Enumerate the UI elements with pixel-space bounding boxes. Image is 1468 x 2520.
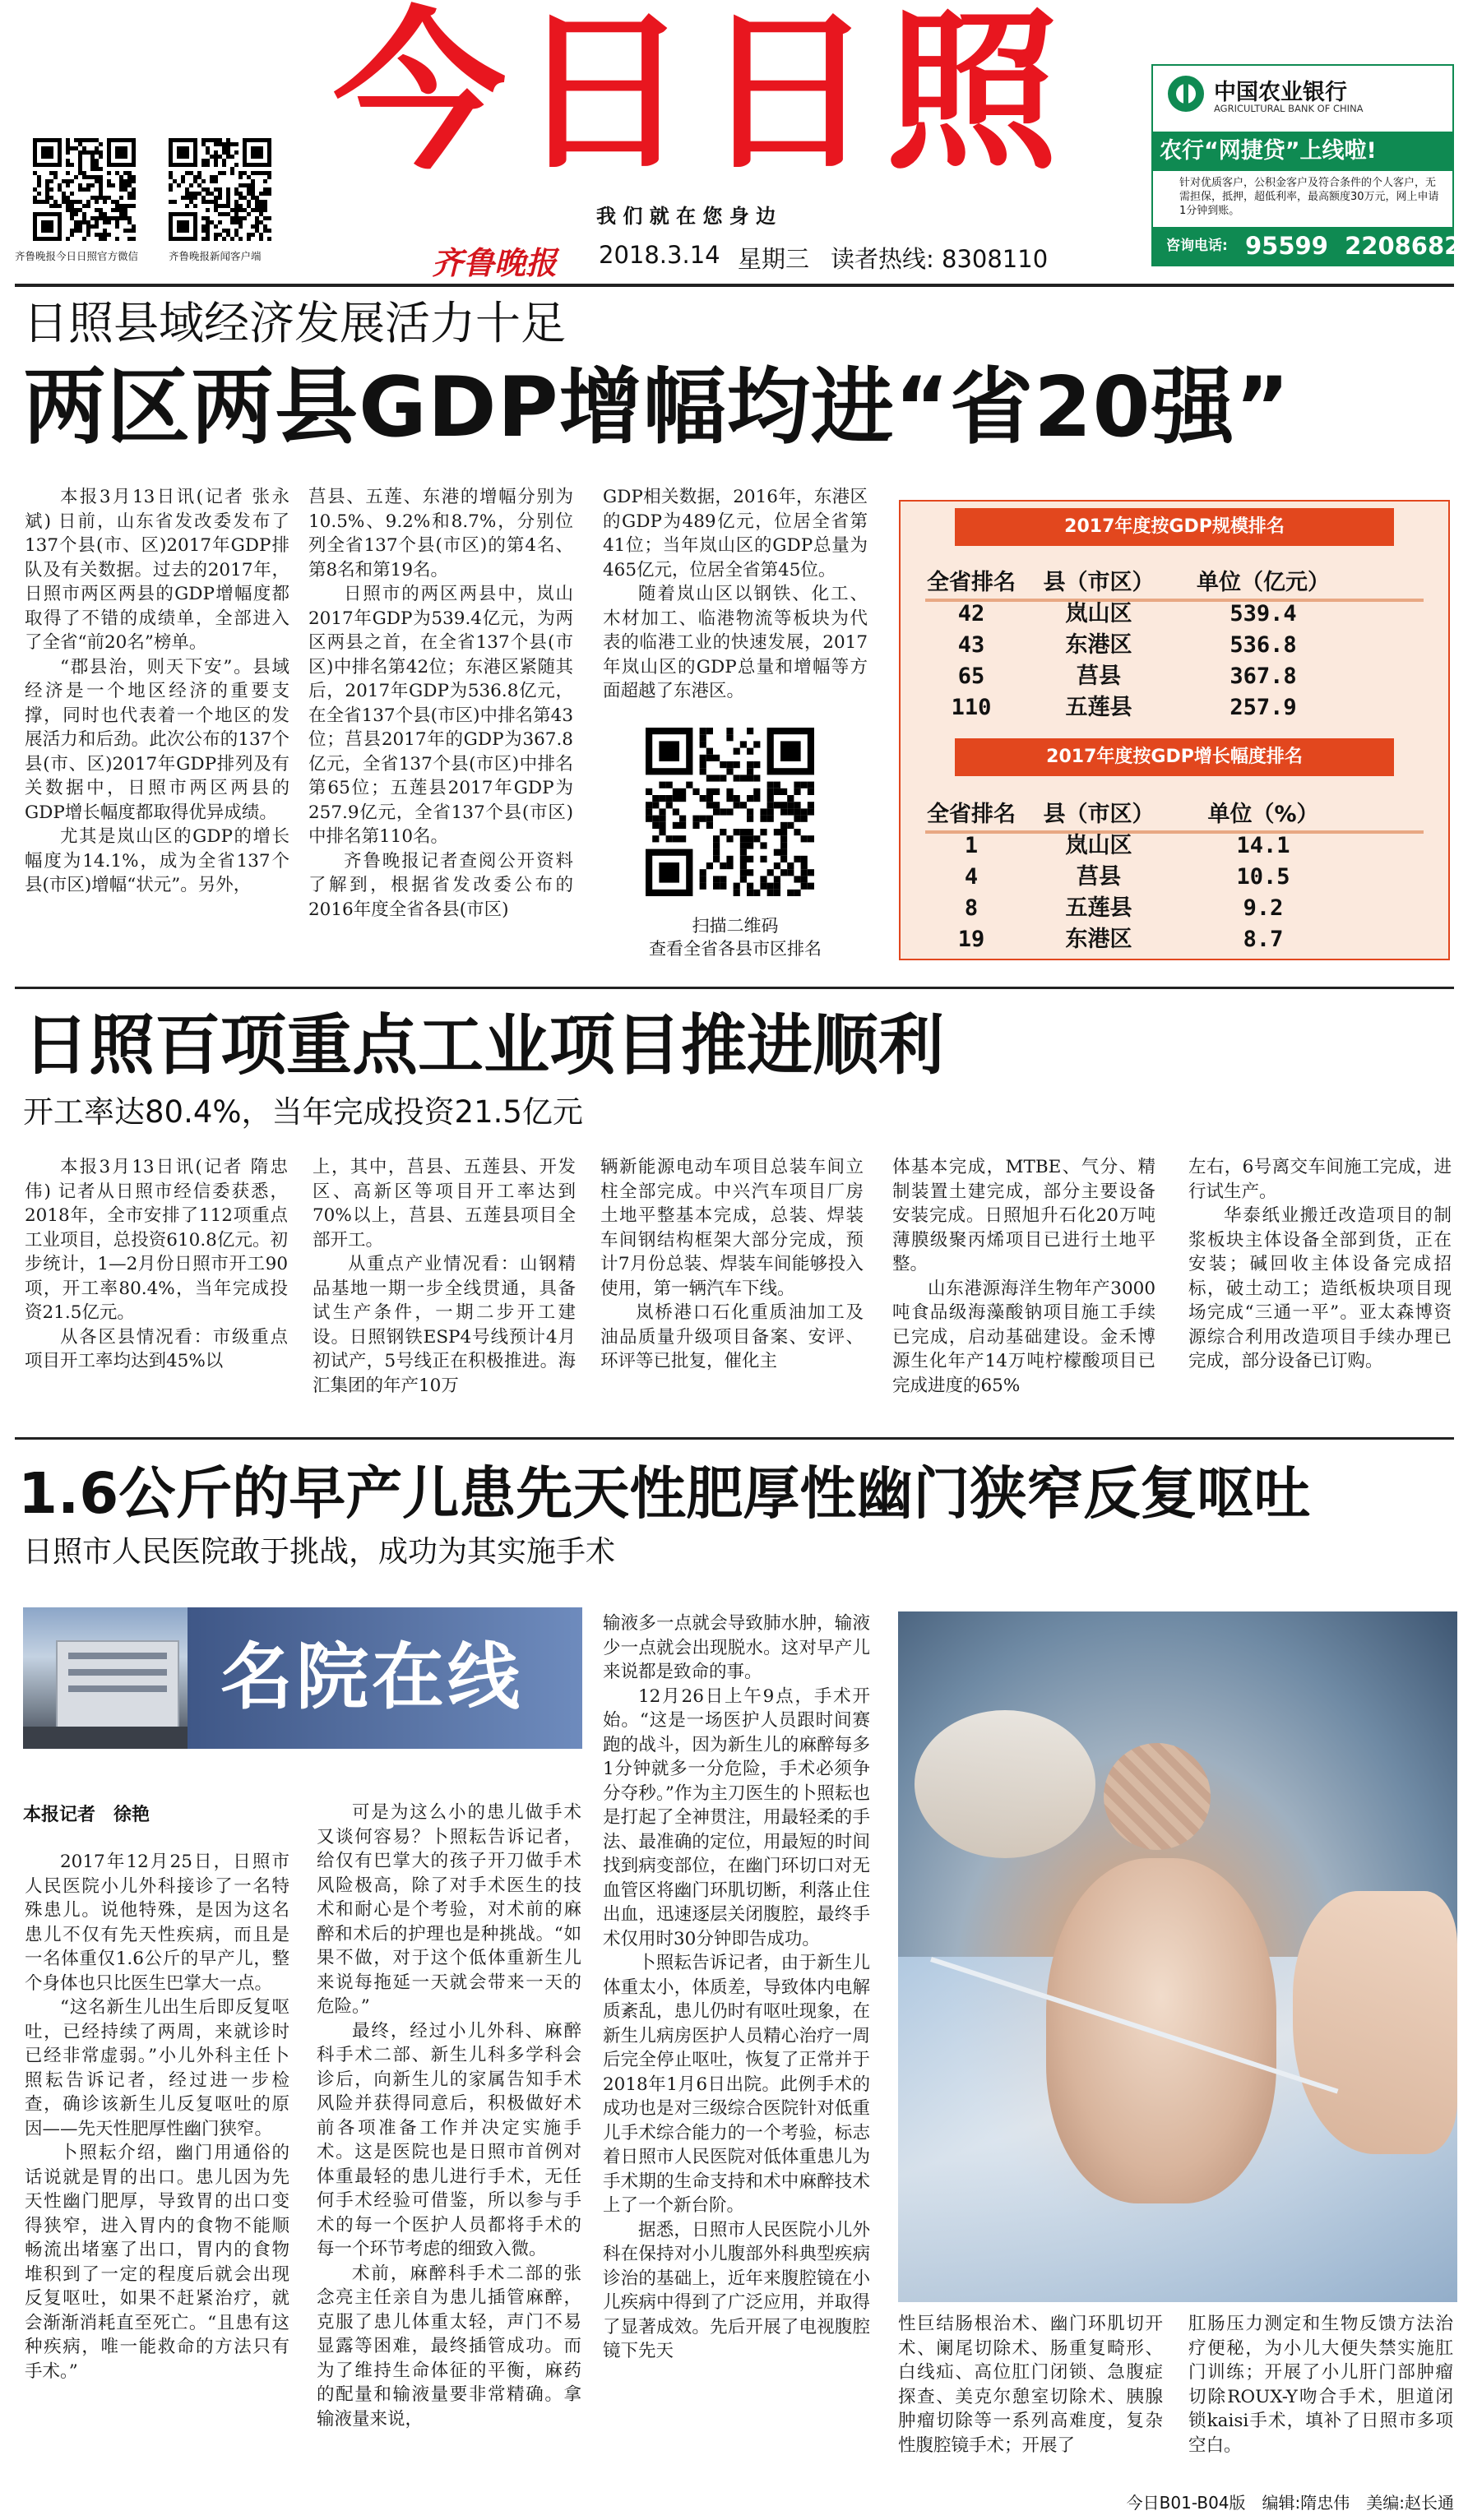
article-paragraph: 日照市的两区两县中，岚山2017年GDP为539.4亿元，为两区两县之首，在全省137个县(市区)中排名第42位；东港区紧随其后，2017年GDP为536.8亿元，在全省137个县(市区)中排名第43位；莒县2017年的GDP为367.8亿元，全省137个县(市区)中排名第65位；五莲县2017年GDP为257.9亿元，全省137个县(市区)中排名第110名。	[308, 584, 573, 847]
column-label: 名院在线	[220, 1635, 524, 1719]
table1-header-unit: 单位（亿元）	[1197, 570, 1330, 595]
table-cell: 19	[957, 927, 985, 952]
article-paragraph: 本报3月13日讯(记者 隋忠伟) 记者从日照市经信委获悉，2018年，全市安排了112项重点工业项目，总投资610.8亿元。初步统计，1—2月份日照市开工90项，开工率80.4%，当年完成投资21.5亿元。	[25, 1157, 288, 1323]
table2-header	[901, 799, 1448, 830]
hospital-building-image	[23, 1607, 204, 1749]
table-cell: 9.2	[1243, 895, 1284, 921]
ad-phone-numbers: 95599 2208682	[1245, 232, 1461, 260]
article-paragraph: 从重点产业情况看：山钢精品基地一期一步全线贯通，具备试生产条件，一期二步开工建设。日照钢铁ESP4号线预计4月初试产，5号线正在积极推进。海汇集团的年产10万	[313, 1254, 576, 1396]
photo-glove	[915, 1710, 1095, 1858]
table-cell: 367.8	[1230, 664, 1297, 689]
article-paragraph: 辆新能源电动车项目总装车间立柱全部完成。中兴汽车项目厂房土地平整基本完成，总装、焊装车间钢结构框架大部分完成，预计7月份总装、焊装车间能够投入使用，第一辆汽车下线。	[600, 1157, 864, 1299]
article-paragraph: 术前，麻醉科手术二部的张念亮主任亲自为患儿插管麻醉，克服了患儿体重太轻，声门不易显露等困难，最终插管成功。而为了维持生命体征的平衡，麻药的配量和输液量要非常精确。拿输液量来说，	[317, 2263, 581, 2430]
table-row	[901, 630, 1448, 661]
article-paragraph: 据悉，日照市人民医院小儿外科在保持对小儿腹部外科典型疾病诊治的基础上，近年来腹腔镜在小儿疾病中得到了广泛应用，并取得了显著成效。先后开展了电视腹腔镜下先天	[603, 2219, 870, 2361]
table2-header-county: 县（市区）	[1043, 802, 1155, 827]
table2-header-unit: 单位（%）	[1207, 802, 1319, 827]
qr-rankings-caption-1: 扫描二维码	[692, 916, 779, 936]
table-row	[901, 661, 1448, 692]
masthead-title: 今日日照	[333, 0, 1071, 193]
qr-rankings-caption-2: 查看全省各县市区排名	[649, 939, 822, 959]
table-cell: 42	[957, 601, 985, 627]
table-cell: 65	[957, 664, 985, 689]
table-row	[901, 830, 1448, 862]
reader-hotline: 读者热线: 8308110	[831, 245, 1049, 273]
table1-header-rank: 全省排名	[927, 570, 1016, 595]
table-cell: 岚山区	[1065, 601, 1132, 627]
article-paragraph: GDP相关数据，2016年，东港区的GDP为489亿元，位居全省第41位；当年岚山区的GDP总量为465亿元，位居全省第45位。	[603, 487, 868, 580]
table-cell: 岚山区	[1065, 833, 1132, 858]
article-paragraph: 齐鲁晚报记者查阅公开资料了解到，根据省发改委公布的2016年度全省各县(市区)	[308, 850, 573, 920]
section-divider-2	[15, 1437, 1454, 1440]
table-cell: 4	[964, 864, 979, 890]
article-paragraph: 左右，6号离交车间施工完成，进行试生产。	[1188, 1157, 1452, 1202]
article-paragraph: 上，其中，莒县、五莲县、开发区、高新区等项目开工率达到70%以上，莒县、五莲县项目全部开工。	[313, 1157, 576, 1251]
qr-caption-app: 齐鲁晚报新闻客户端	[169, 250, 262, 262]
gdp-ranking-tables	[899, 500, 1450, 960]
article-paragraph: 肛肠压力测定和生物反馈方法治疗便秘，为小儿大便失禁实施肛门训练；开展了小儿肝门部肿瘤切除ROUX-Y吻合手术，胆道闭锁kaisi手术，填补了日照市多项空白。	[1188, 2314, 1453, 2456]
photo-infant-head-blurred	[1104, 1743, 1211, 1850]
article-paragraph: 卜照耘告诉记者，由于新生儿体重太小，体质差，导致体内电解质紊乱，患儿仍时有呕吐现象，在新生儿病房医护人员精心治疗一周后完全停止呕吐，恢复了正常并于2018年1月6日出院。此例手术的成功也是对三级综合医院针对低重儿手术综合能力的一个考验，标志着日照市人民医院对低体重患儿为手术期的生命支持和术中麻醉技术上了一个新台阶。	[603, 1953, 870, 2216]
article-paragraph: 2017年12月25日，日照市人民医院小儿外科接诊了一名特殊患儿。说他特殊，是因为这名患儿不仅有先天性疾病，而且是一名体重仅1.6公斤的早产儿，整个身体也只比医生巴掌大一点。	[25, 1852, 289, 1994]
article-paragraph: 卜照耘介绍，幽门用通俗的话说就是胃的出口。患儿因为先天性幽门肥厚，导致胃的出口变得狭窄，进入胃内的食物不能顺畅流出堵塞了出口，胃内的食物堆积到了一定的程度后就会出现反复呕吐，如果不赶紧治疗，就会渐渐消耗直至死亡。“且患有这种疾病，唯一能救命的方法只有手术。”	[25, 2143, 289, 2382]
table-cell: 东港区	[1065, 632, 1132, 658]
qr-code-rankings[interactable]	[646, 728, 814, 896]
article-paragraph: 12月26日上午9点，手术开始。“这是一场医护人员跟时间赛跑的战斗，因为新生儿的麻醉每多1分钟就多一分危险，手术必须争分夺秒。”作为主刀医生的卜照耘也是打起了全神贯注，用最轻柔的手法、最准确的定位，用最短的时间找到病变部位，在幽门环切口对无血管区将幽门环肌切断，利落止住出血，迅速逐层关闭腹腔，最终手术仅用时30分钟即告成功。	[603, 1685, 870, 1949]
paper-name-logo: 齐鲁晚报	[432, 244, 558, 281]
table-row	[901, 893, 1448, 924]
article-paragraph: 最终，经过小儿外科、麻醉科手术二部、新生儿科多学科会诊后，向新生儿的家属告知手术风险并获得同意后，积极做好术前各项准备工作并决定实施手术。这是医院也是日照市首例对体重最轻的患儿进行手术，无任何手术经验可借鉴，所以参与手术的每一个医护人员都将手术的每一个环节考虑的细致入微。	[317, 2020, 581, 2259]
article-paragraph: 可是为这么小的患儿做手术又谈何容易？卜照耘告诉记者，给仅有巴掌大的孩子开刀做手术风险极高，除了对手术医生的技术和耐心是个考验，对术前的麻醉和术后的护理也是种挑战。“如果不做，对于这个低体重新生儿来说每拖延一天就会带来一天的危险。”	[317, 1802, 581, 2017]
ad-phone-bar	[1153, 227, 1461, 265]
article3-byline: 本报记者 徐艳	[23, 1805, 151, 1825]
article-paragraph: 本报3月13日讯(记者 张永斌) 日前，山东省发改委发布了137个县(市、区)2017年GDP排队及有关数据。过去的2017年，日照市两区两县的GDP增幅度都取得了不错的成绩单，全部进入了全省“前20名”榜单。	[25, 487, 289, 653]
table-cell: 110	[951, 695, 992, 720]
table-cell: 1	[964, 833, 979, 858]
article-paragraph: 输液多一点就会导致肺水肿，输液少一点就会出现脱水。这对早产儿来说都是致命的事。	[603, 1613, 870, 1682]
article2-column-2	[313, 1155, 576, 1426]
table-cell: 东港区	[1065, 927, 1132, 952]
article2-column-3	[600, 1155, 864, 1426]
table-cell: 257.9	[1230, 695, 1297, 720]
table-cell: 莒县	[1077, 664, 1121, 689]
issue-date: 2018.3.14	[599, 241, 720, 269]
table-row	[901, 862, 1448, 893]
page-footer: 今日B01-B04版 编辑:隋忠伟 美编:赵长通	[1126, 2493, 1454, 2513]
article-paragraph: “郡县治，则天下安”。县域经济是一个地区经济的重要支撑，同时也代表着一个地区的发展活力和后劲。此次公布的137个县(市、区)2017年GDP排列及有关数据中，日照市两区两县的GDP增长幅度都取得优异成绩。	[25, 656, 289, 823]
article2-column-5	[1188, 1155, 1452, 1426]
article3-column-2	[317, 1801, 581, 2491]
article3-column-1	[25, 1850, 289, 2491]
ad-description: 针对优质客户，公积金客户及符合条件的个人客户，无需担保，抵押，超低利率，最高额度30万元，网上申请1分钟到账。	[1179, 177, 1439, 217]
bank-name: 中国农业银行	[1214, 80, 1347, 105]
table-cell: 五莲县	[1065, 895, 1132, 921]
article3-column-5	[1188, 2312, 1453, 2493]
table-cell: 8	[964, 895, 979, 921]
bank-advertisement[interactable]	[1151, 64, 1461, 266]
table-cell: 539.4	[1230, 601, 1297, 627]
ad-slogan: 农行“网捷贷”上线啦!	[1160, 138, 1377, 164]
table2-header-rank: 全省排名	[927, 802, 1016, 827]
bank-logo-icon	[1168, 76, 1204, 112]
article2-headline: 日照百项重点工业项目推进顺利	[23, 1007, 944, 1084]
section-divider-1	[15, 987, 1454, 989]
issue-weekday: 星期三	[738, 245, 810, 273]
table1-header-county: 县（市区）	[1043, 570, 1155, 595]
table-cell: 10.5	[1236, 864, 1290, 890]
article-paragraph: 体基本完成，MTBE、气分、精制装置土建完成，部分主要设备安装完成。日照旭升石化20万吨薄膜级聚丙烯项目已进行土地平整。	[892, 1157, 1155, 1274]
article-paragraph: “这名新生儿出生后即反复呕吐，已经持续了两周，来就诊时已经非常虚弱。”小儿外科主任卜照耘告诉记者，经过进一步检查，确诊该新生儿反复呕吐的原因——先天性肥厚性幽门狭窄。	[25, 1997, 289, 2139]
table-cell: 536.8	[1230, 632, 1297, 658]
column-banner	[23, 1607, 582, 1749]
article2-column-1	[25, 1155, 288, 1426]
table1-title: 2017年度按GDP规模排名	[955, 508, 1394, 546]
table-cell: 五莲县	[1065, 695, 1132, 720]
ad-slogan-bar	[1153, 132, 1452, 171]
ad-phone-label: 咨询电话:	[1166, 238, 1228, 254]
article-paragraph: 尤其是岚山区的GDP的增长幅度为14.1%，成为全省137个县(市区)增幅“状元”。另外，	[25, 826, 289, 895]
bank-name-en: AGRICULTURAL BANK OF CHINA	[1214, 103, 1364, 114]
article1-column-1	[25, 485, 289, 970]
article-paragraph: 岚桥港口石化重质油加工及油品质量升级项目备案、安评、环评等已批复，催化主	[600, 1302, 864, 1371]
article3-headline: 1.6公斤的早产儿患先天性肥厚性幽门狭窄反复呕吐	[18, 1461, 1311, 1527]
qr-caption-wechat: 齐鲁晚报今日日照官方微信	[15, 250, 139, 262]
table-row	[901, 692, 1448, 724]
masthead-divider	[15, 284, 1454, 287]
masthead-slogan: 我 们 就 在 您 身 边	[596, 205, 776, 228]
table-row	[901, 924, 1448, 955]
article-paragraph: 莒县、五莲、东港的增幅分别为10.5%、9.2%和8.7%，分别位列全省137个县(市区)的第4名、第8名和第19名。	[308, 487, 573, 580]
table-cell: 8.7	[1243, 927, 1284, 952]
article1-column-3	[603, 485, 868, 715]
article-paragraph: 山东港源海洋生物年产3000吨食品级海藻酸钠项目施工手续已完成，启动基础建设。金禾博源生化年产14万吨柠檬酸项目已完成进度的65%	[892, 1278, 1155, 1396]
article-paragraph: 华泰纸业搬迁改造项目的制浆板块主体设备全部到货，正在安装；碱回收主体设备完成招标，破土动工；造纸板块项目现场完成“三通一平”。亚太森博资源综合利用改造项目手续办理已完成，部分设备已订购。	[1188, 1205, 1452, 1371]
table-cell: 莒县	[1077, 864, 1121, 890]
article-paragraph: 性巨结肠根治术、幽门环肌切开术、阑尾切除术、肠重复畸形、白线疝、高位肛门闭锁、急腹症探查、美克尔憩室切除术、胰腺肿瘤切除等一系列高难度，复杂性腹腔镜手术；开展了	[898, 2314, 1163, 2456]
article-paragraph: 从各区县情况看：市级重点项目开工率均达到45%以	[25, 1326, 288, 1371]
table-row	[901, 599, 1448, 630]
article1-headline: 两区两县GDP增幅均进“省20强”	[23, 358, 1291, 455]
article3-subhead: 日照市人民医院敢于挑战，成功为其实施手术	[23, 1535, 616, 1569]
table1-header	[901, 567, 1448, 599]
table-cell: 43	[957, 632, 985, 658]
qr-code-wechat[interactable]	[33, 138, 136, 241]
qr-code-app[interactable]	[169, 138, 271, 241]
infant-surgery-photo	[898, 1611, 1457, 2302]
table-cell: 14.1	[1236, 833, 1290, 858]
article-paragraph: 随着岚山区以钢铁、化工、木材加工、临港物流等板块为代表的临港工业的快速发展，2017年岚山区的GDP总量和增幅等方面超越了东港区。	[603, 584, 868, 701]
article2-column-4	[892, 1155, 1155, 1426]
table2-title: 2017年度按GDP增长幅度排名	[955, 738, 1394, 776]
article1-kicker: 日照县域经济发展活力十足	[23, 297, 567, 349]
article3-column-4	[898, 2312, 1163, 2493]
photo-doctor-hand	[1293, 1891, 1457, 2154]
article2-subhead: 开工率达80.4%，当年完成投资21.5亿元	[23, 1094, 583, 1130]
article1-column-2	[308, 485, 573, 970]
article3-column-3	[603, 1611, 870, 2491]
